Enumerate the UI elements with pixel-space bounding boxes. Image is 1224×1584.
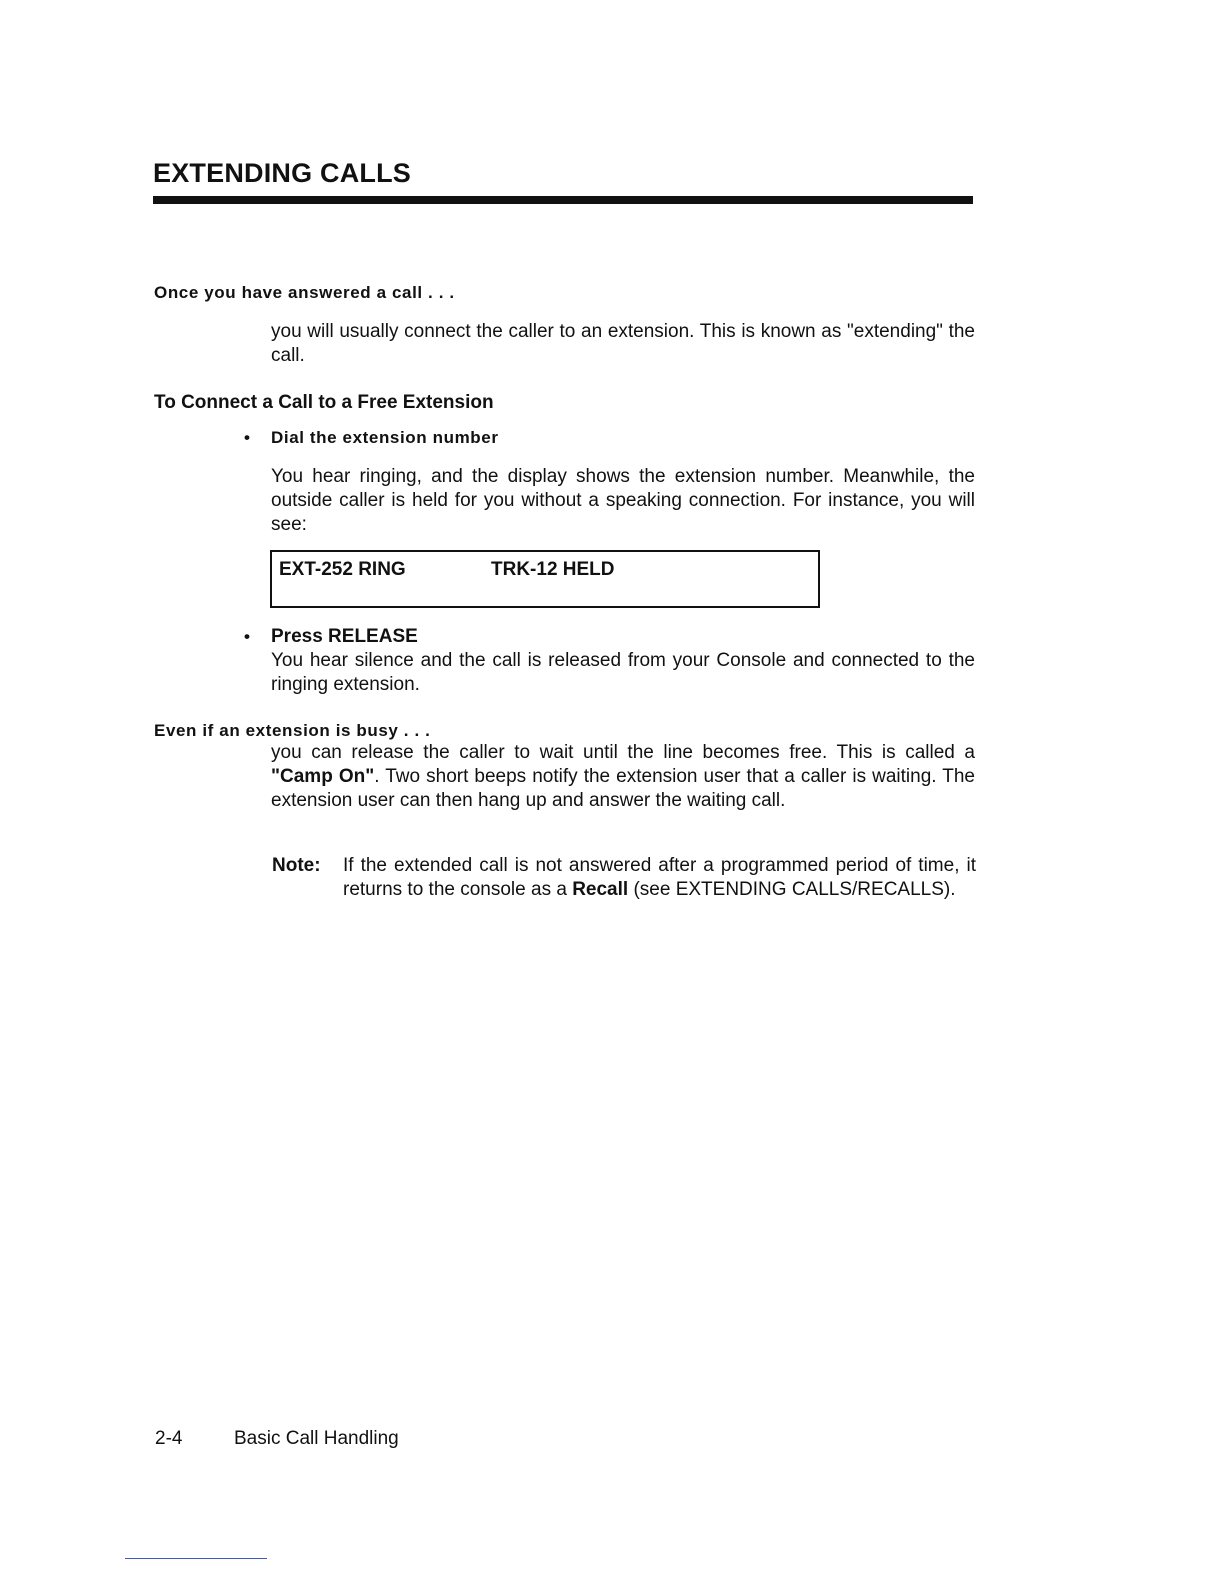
- bottom-rule: [125, 1558, 267, 1559]
- release-step-text: You hear silence and the call is released from your Console and connected to the ringing extension.: [271, 650, 975, 695]
- display-trunk-status: TRK-12 HELD: [491, 559, 615, 580]
- note-text-part1: If the extended call is not answered after a programmed period of time, it returns to the console as a: [343, 855, 976, 900]
- dial-step-text: You hear ringing, and the display shows the extension number. Meanwhile, the outside caller is held for you without a speaking connection. For instance, you will see:: [271, 466, 975, 535]
- footer-section-title: Basic Call Handling: [234, 1428, 399, 1449]
- recall-term: Recall: [572, 879, 629, 900]
- answered-text: you will usually connect the caller to an extension. This is known as "extending" the call.: [271, 321, 975, 366]
- dial-step-label: Dial the extension number: [271, 428, 499, 447]
- bullet-icon: •: [244, 627, 250, 646]
- page-title: EXTENDING CALLS: [153, 158, 412, 188]
- release-key: RELEASE: [328, 626, 418, 647]
- busy-text-part2: . Two short beeps notify the extension user that a caller is waiting. The extension user can then hang up and answer the waiting call.: [271, 766, 975, 811]
- title-rule: [153, 196, 973, 204]
- busy-text-part1: you can release the caller to wait until the line becomes free. This is called a: [271, 742, 975, 763]
- bullet-icon: •: [244, 428, 250, 447]
- note-text-part2: (see EXTENDING CALLS/RECALLS).: [628, 879, 956, 900]
- busy-text: [271, 741, 975, 813]
- note-text: [343, 854, 976, 902]
- release-step-label: [271, 625, 418, 649]
- console-display: [270, 550, 820, 608]
- note-label: Note:: [272, 855, 321, 876]
- display-extension-status: EXT-252 RING: [279, 559, 406, 580]
- footer-page-number: 2-4: [155, 1428, 183, 1449]
- camp-on-term: "Camp On": [271, 766, 375, 787]
- answered-heading: Once you have answered a call . . .: [154, 283, 455, 302]
- busy-heading: Even if an extension is busy . . .: [154, 721, 431, 740]
- release-step-prefix: Press: [271, 626, 329, 647]
- free-extension-heading: To Connect a Call to a Free Extension: [154, 392, 494, 413]
